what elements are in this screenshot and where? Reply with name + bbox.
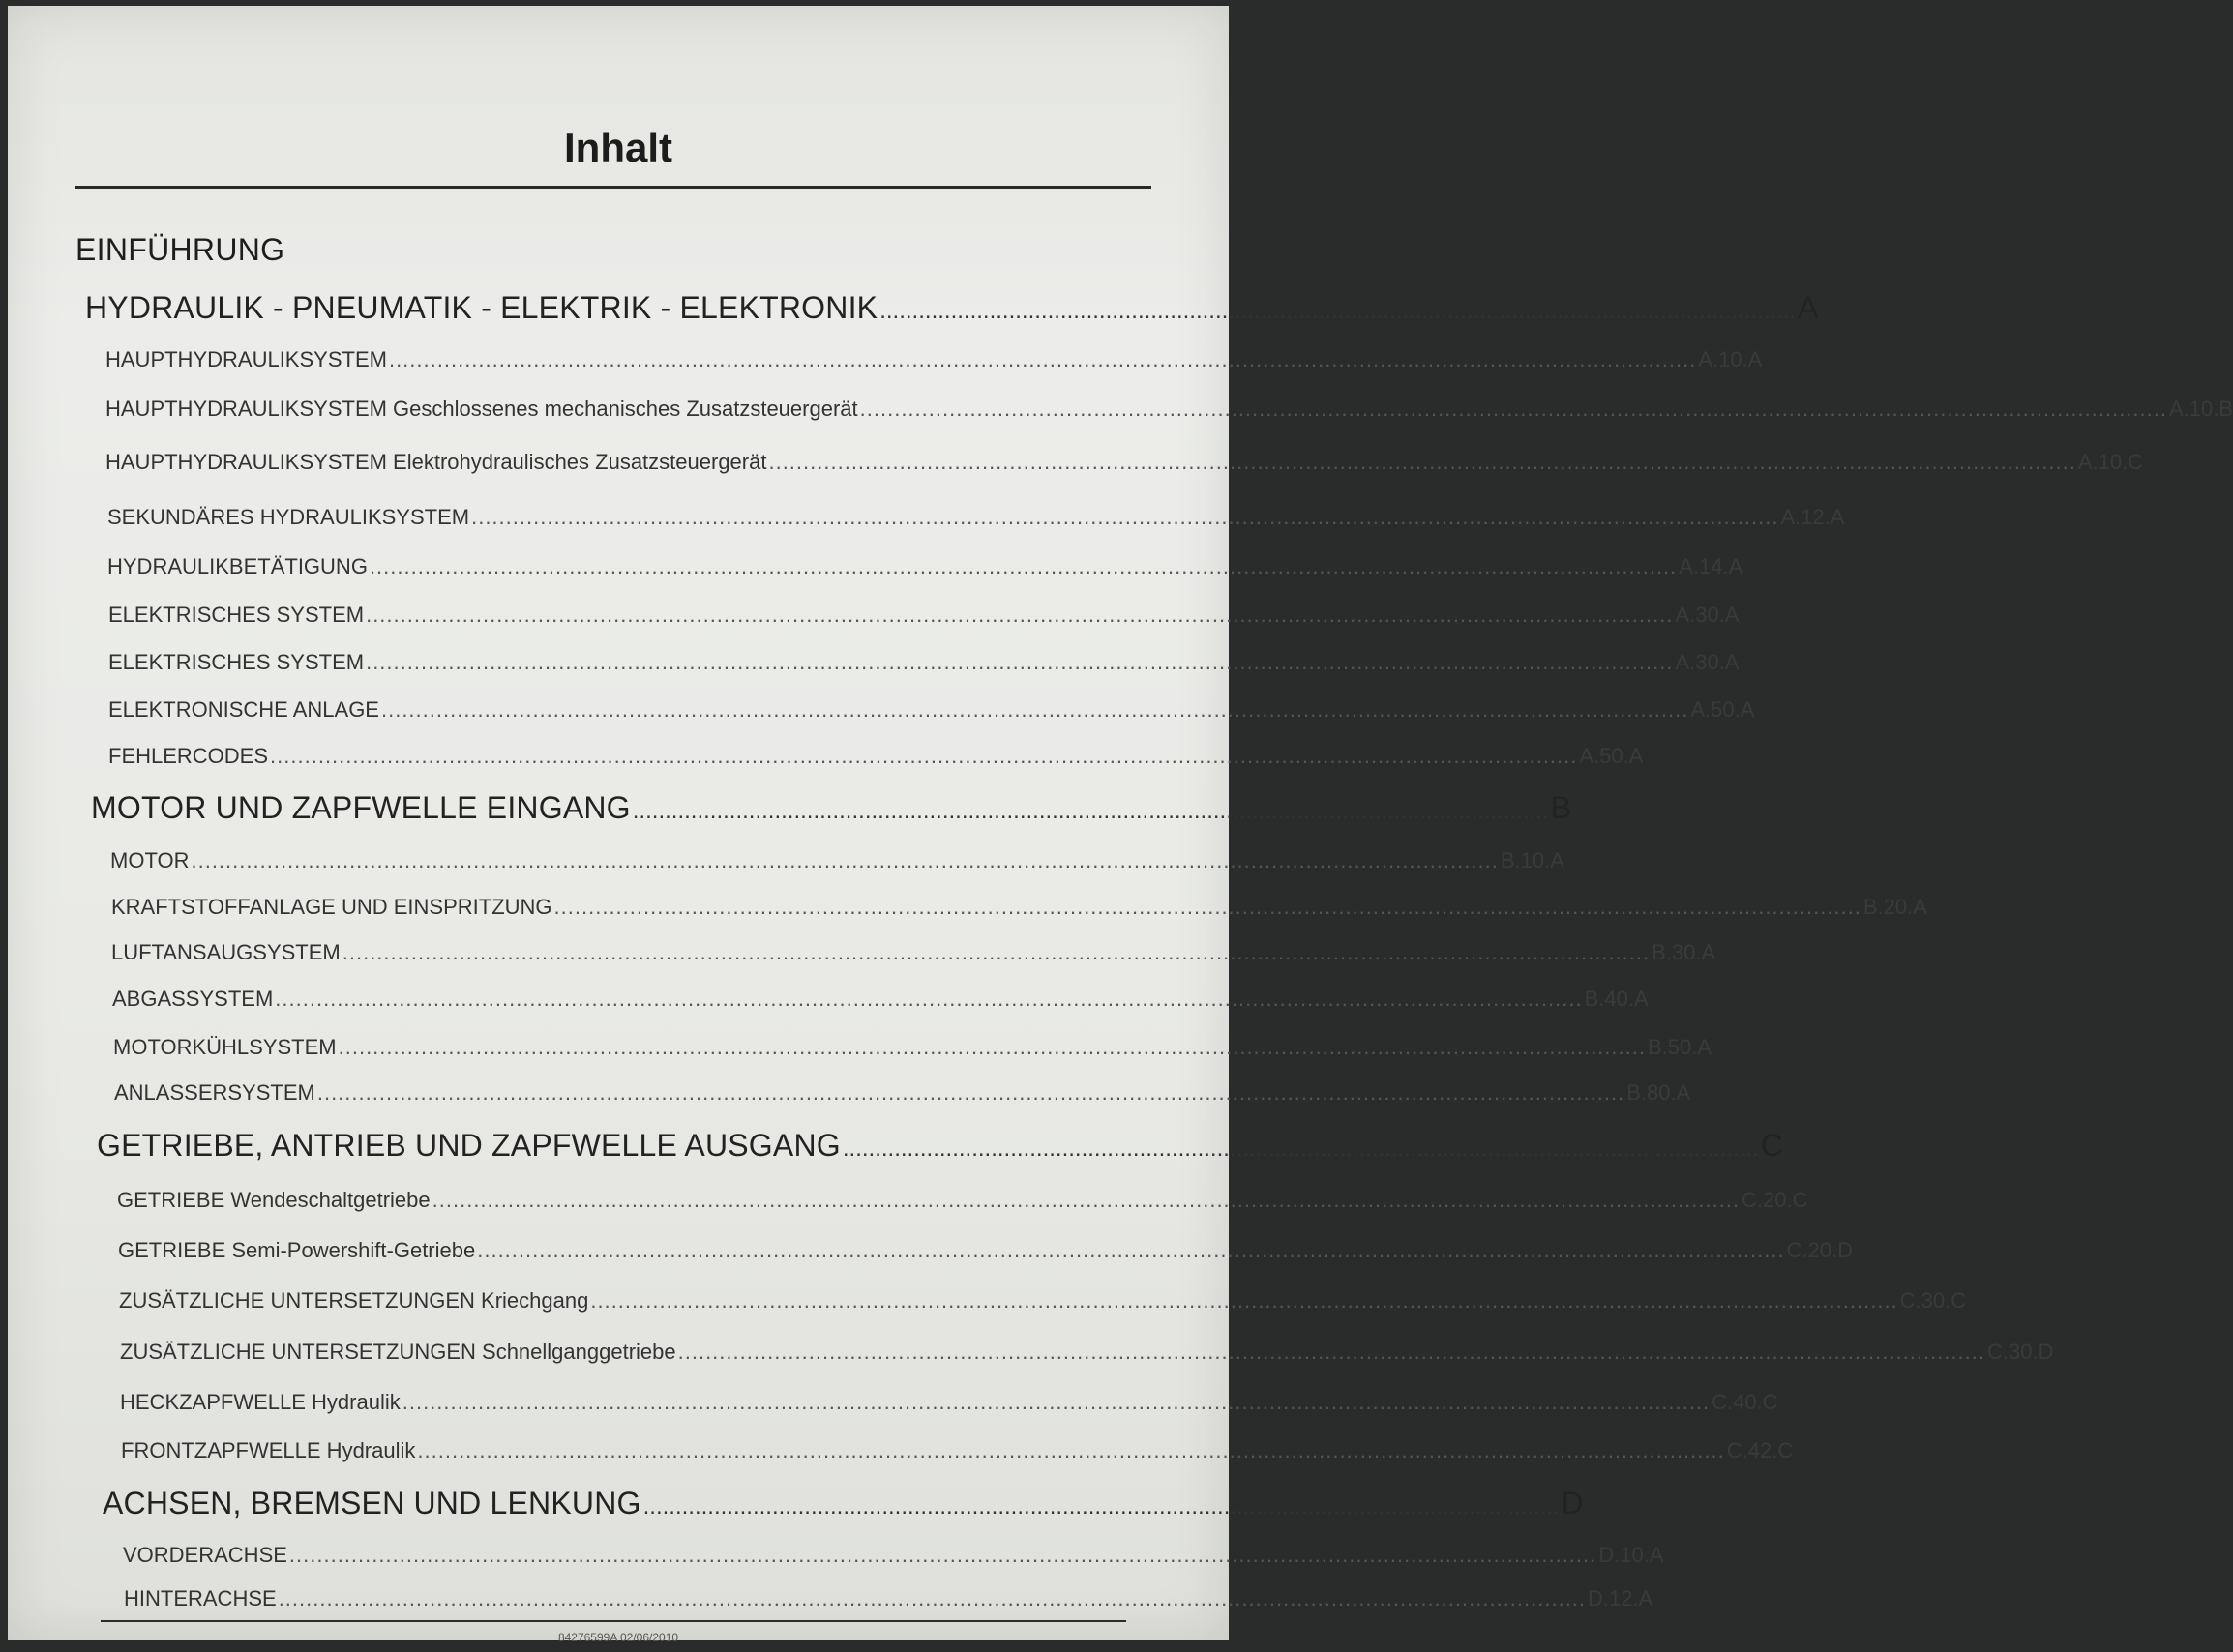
toc-item-ref: B.80.A (1626, 1080, 1691, 1105)
toc-item-label: VORDERACHSE (123, 1543, 287, 1567)
toc-item-ref: C.42.C (1726, 1438, 1794, 1462)
toc-section-ref: D (1561, 1486, 1584, 1520)
toc-item (118, 1238, 1854, 1263)
toc-leader: .............................................................................................................................................. (642, 1493, 1560, 1519)
toc-item-label: GETRIEBE Semi-Powershift-Getriebe (118, 1238, 476, 1262)
toc-leader: .............................................................................................................................................................................................. (590, 1288, 1898, 1313)
toc-item-label: ANLASSERSYSTEM (114, 1080, 315, 1105)
title-divider (75, 186, 1151, 189)
toc-item (108, 650, 1740, 675)
toc-leader: .............................................................................................................................................................................................. (275, 987, 1583, 1011)
toc-leader: .............................................................................................................................................................................................. (859, 397, 2167, 421)
toc-leader: .............................................................................................................................................................................................. (288, 1543, 1597, 1567)
toc-item-label: HAUPTHYDRAULIKSYSTEM Elektrohydraulisches Zusatzsteuergerät (105, 450, 767, 474)
toc-item-ref: C.20.C (1741, 1188, 1808, 1212)
toc-item (121, 1438, 1794, 1463)
toc-leader: .............................................................................................................................................. (632, 798, 1549, 824)
toc-item (108, 697, 1755, 723)
toc-section-ref: C (1760, 1128, 1784, 1163)
toc-item-ref: D.10.A (1598, 1543, 1664, 1567)
toc-item-label: HINTERACHSE (124, 1586, 277, 1610)
toc-item-ref: B.20.A (1862, 895, 1927, 919)
toc-leader: .............................................................................................................................................................................................. (342, 940, 1651, 964)
toc-leader: .............................................................................................................................................................................................. (278, 1586, 1587, 1610)
toc-item-label: SEKUNDÄRES HYDRAULIKSYSTEM (107, 505, 470, 529)
toc-section-label: ACHSEN, BREMSEN UND LENKUNG (103, 1486, 641, 1520)
toc-leader: .............................................................................................................................................................................................. (417, 1438, 1725, 1462)
toc-leader: .............................................................................................................................................................................................. (316, 1080, 1625, 1105)
toc-item-ref: A.10.A (1698, 347, 1763, 371)
toc-item-ref: A.14.A (1679, 554, 1743, 578)
toc-leader: .............................................................................................................................................................................................. (366, 603, 1674, 627)
toc-item-ref: A.30.A (1675, 603, 1740, 627)
toc-item-label: MOTOR (110, 848, 190, 872)
toc-item (112, 987, 1649, 1012)
toc-item-label: ELEKTRISCHES SYSTEM (108, 650, 365, 674)
toc-item-ref: B.50.A (1647, 1035, 1712, 1059)
toc-item (123, 1543, 1664, 1568)
toc-section-d (103, 1486, 1584, 1521)
toc-item (105, 450, 2144, 475)
toc-section-b (91, 790, 1572, 826)
toc-item-label: FEHLERCODES (108, 744, 269, 768)
toc-leader: .............................................................................................................................................................................................. (471, 505, 1779, 529)
toc-item-label: GETRIEBE Wendeschaltgetriebe (117, 1188, 431, 1212)
toc-leader: .............................................................................................................................................................................................. (380, 697, 1689, 722)
toc-item-ref: A.10.B (2168, 397, 2233, 421)
toc-item (114, 1080, 1691, 1106)
toc-item (124, 1586, 1653, 1611)
toc-item-ref: B.30.A (1652, 940, 1716, 964)
toc-item (107, 554, 1743, 579)
toc-section-label: HYDRAULIK - PNEUMATIK - ELEKTRIK - ELEKTRONIK (85, 290, 878, 325)
toc-leader: .............................................................................................................................................................................................. (388, 347, 1697, 371)
toc-item-ref: C.30.C (1899, 1288, 1967, 1313)
toc-item-label: FRONTZAPFWELLE Hydraulik (121, 1438, 416, 1462)
toc-intro: EINFÜHRUNG (75, 232, 285, 267)
toc-item-ref: A.30.A (1675, 650, 1740, 674)
toc-section-label: MOTOR UND ZAPFWELLE EINGANG (91, 790, 631, 825)
toc-item-label: ELEKTRISCHES SYSTEM (108, 603, 365, 627)
toc-leader: .............................................................................................................................................................................................. (477, 1238, 1785, 1262)
footer-doc-code: 84276599A 02/06/2010 (557, 1631, 679, 1644)
toc-item-ref: C.40.C (1712, 1390, 1778, 1414)
toc-item-label: HECKZAPFWELLE Hydraulik (120, 1390, 401, 1414)
toc-item-label: LUFTANSAUGSYSTEM (111, 940, 341, 964)
toc-leader: .............................................................................................................................................................................................. (402, 1390, 1711, 1414)
toc-item-label: ZUSÄTZLICHE UNTERSETZUNGEN Kriechgang (119, 1288, 589, 1313)
toc-leader: .............................................................................................................................................................................................. (369, 554, 1678, 578)
toc-leader: .............................................................................................................................................................................................. (191, 848, 1499, 872)
footer-divider (101, 1620, 1126, 1622)
toc-item-ref: D.12.A (1588, 1586, 1653, 1610)
toc-item (107, 505, 1845, 530)
toc-item (117, 1188, 1808, 1213)
toc-item-label: HAUPTHYDRAULIKSYSTEM (105, 347, 387, 371)
toc-item (105, 347, 1763, 372)
toc-item (108, 744, 1644, 769)
toc-section-ref: A (1798, 290, 1819, 325)
toc-item-label: HYDRAULIKBETÄTIGUNG (107, 554, 368, 578)
toc-item (111, 940, 1716, 965)
toc-item-ref: B.40.A (1584, 987, 1649, 1011)
toc-section-c (97, 1128, 1784, 1164)
toc-item (108, 603, 1740, 628)
toc-item (119, 1288, 1967, 1313)
page-title: Inhalt (564, 125, 672, 170)
toc-item-ref: A.50.A (1579, 744, 1644, 768)
toc-item-ref: A.12.A (1780, 505, 1845, 529)
toc-leader: .............................................................................................................................................. (879, 298, 1797, 324)
toc-leader: .............................................................................................................................................................................................. (270, 744, 1578, 768)
toc-item-label: ZUSÄTZLICHE UNTERSETZUNGEN Schnellganggetriebe (120, 1340, 676, 1364)
toc-item (120, 1340, 2054, 1365)
toc-leader: .............................................................................................................................................................................................. (677, 1340, 1985, 1364)
toc-leader: .............................................................................................................................................................................................. (338, 1035, 1646, 1059)
toc-item-label: ELEKTRONISCHE ANLAGE (108, 697, 379, 722)
toc-item (110, 848, 1564, 873)
toc-item (113, 1035, 1712, 1060)
toc-leader: .............................................................................................................................................................................................. (432, 1188, 1740, 1212)
toc-item-ref: B.10.A (1500, 848, 1564, 872)
toc-item-label: ABGASSYSTEM (112, 987, 274, 1011)
toc-leader: .............................................................................................................................................................................................. (366, 650, 1674, 674)
toc-item (120, 1390, 1778, 1415)
toc-item-ref: A.50.A (1690, 697, 1755, 722)
toc-leader: .............................................................................................................................................................................................. (768, 450, 2076, 474)
document-page (8, 6, 2233, 1644)
toc-leader: .............................................................................................................................................................................................. (553, 895, 1861, 919)
toc-item-label: MOTORKÜHLSYSTEM (113, 1035, 337, 1059)
toc-item (105, 397, 2233, 422)
toc-section-label: GETRIEBE, ANTRIEB UND ZAPFWELLE AUSGANG (97, 1128, 841, 1163)
toc-item-label: HAUPTHYDRAULIKSYSTEM Geschlossenes mechanisches Zusatzsteuergerät (105, 397, 858, 421)
toc-item-label: KRAFTSTOFFANLAGE UND EINSPRITZUNG (111, 895, 552, 919)
toc-leader: .............................................................................................................................................. (842, 1136, 1759, 1162)
toc-section-ref: B (1550, 790, 1572, 825)
toc-section-a (85, 290, 1819, 326)
toc-item-ref: C.30.D (1986, 1340, 2054, 1364)
toc-item-ref: C.20.D (1786, 1238, 1854, 1262)
toc-item (111, 895, 1927, 920)
toc-item-ref: A.10.C (2077, 450, 2144, 474)
